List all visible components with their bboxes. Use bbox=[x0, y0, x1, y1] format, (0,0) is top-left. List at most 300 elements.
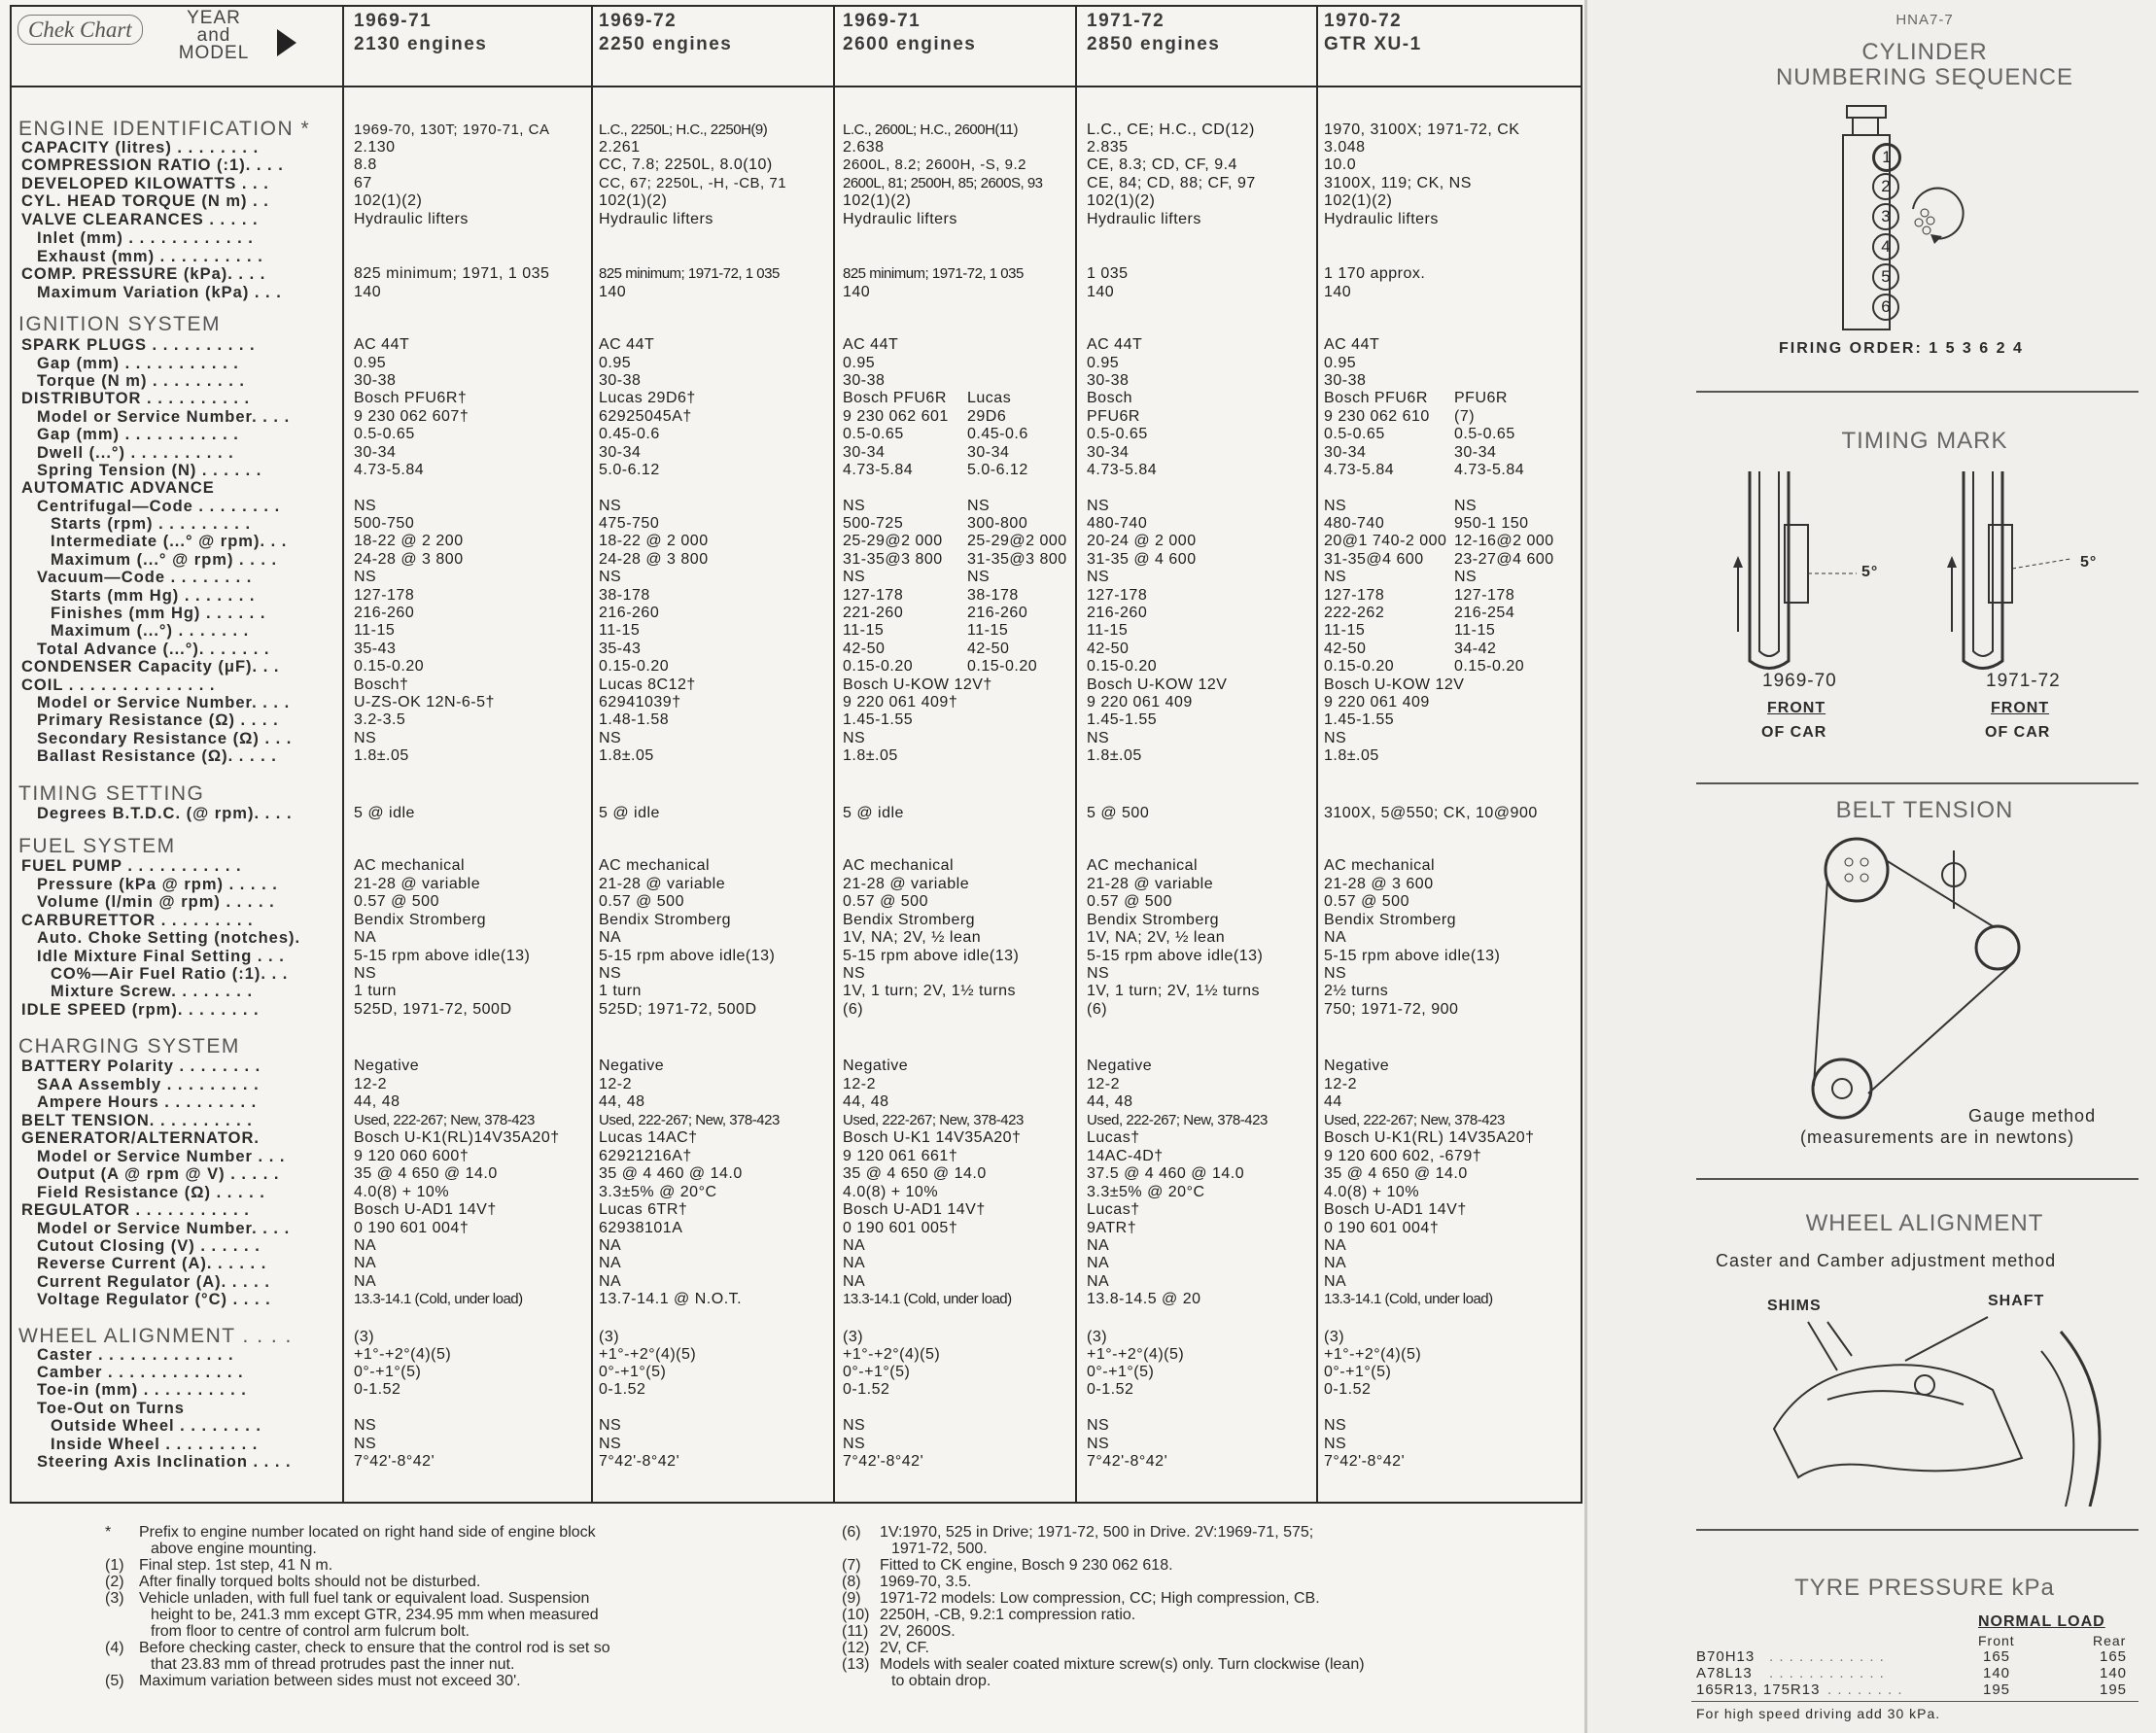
spec-value: 30-38 bbox=[1324, 372, 1367, 389]
section-title: TIMING SETTING bbox=[18, 782, 205, 805]
spec-value: 38-178 bbox=[599, 587, 650, 604]
spec-value: Bendix Stromberg bbox=[599, 912, 732, 928]
footnote-text: Prefix to engine number located on right hand side of engine block bbox=[139, 1524, 596, 1541]
spec-value: Bosch PFU6R bbox=[843, 390, 947, 406]
spec-value: 500-750 bbox=[354, 515, 415, 532]
spec-value: NS bbox=[843, 1436, 866, 1452]
spec-value: 29D6 bbox=[967, 408, 1007, 425]
spec-label: CARBURETTOR . . . . . . . . . bbox=[21, 912, 254, 929]
spec-label: Toe-in (mm) . . . . . . . . . . bbox=[37, 1381, 247, 1399]
spec-value: 35-43 bbox=[599, 641, 642, 657]
spec-label: Vacuum—Code . . . . . . . . bbox=[37, 569, 253, 586]
spec-value: 140 bbox=[599, 284, 627, 300]
spec-value: 1.8±.05 bbox=[599, 747, 654, 764]
cylinder-number: 3 bbox=[1872, 203, 1899, 230]
spec-value: 11-15 bbox=[843, 622, 885, 639]
footnote-text: to obtain drop. bbox=[891, 1673, 991, 1689]
spec-value: NA bbox=[599, 1273, 622, 1290]
spec-label: IDLE SPEED (rpm). . . . . . . . bbox=[21, 1001, 260, 1019]
spec-value: 500-725 bbox=[843, 515, 904, 532]
spec-value: Bosch† bbox=[354, 676, 409, 693]
spec-value: Lucas 8C12† bbox=[599, 676, 696, 693]
footnote-text: height to be, 241.3 mm except GTR, 234.95 mm when measured bbox=[151, 1607, 599, 1623]
spec-value: NS bbox=[354, 1417, 377, 1434]
spec-label: Spring Tension (N) . . . . . . bbox=[37, 462, 262, 479]
spec-value: NA bbox=[354, 1273, 377, 1290]
spec-value: 18-22 @ 2 200 bbox=[354, 533, 464, 549]
timing-year-right: 1971-72 bbox=[1986, 671, 2061, 691]
spec-value: +1°-+2°(4)(5) bbox=[1324, 1346, 1422, 1363]
spec-value: Used, 222-267; New, 378-423 bbox=[354, 1112, 535, 1128]
spec-label: COMPRESSION RATIO (:1). . . . bbox=[21, 156, 284, 174]
spec-value: NA bbox=[599, 1255, 622, 1271]
spec-value: 44, 48 bbox=[843, 1093, 889, 1110]
footnote-mark: (4) bbox=[105, 1640, 124, 1656]
spec-value: 222-262 bbox=[1324, 605, 1385, 621]
spec-label: SAA Assembly . . . . . . . . . bbox=[37, 1076, 260, 1093]
spec-value: NS bbox=[843, 498, 866, 514]
spec-value: 0°-+1°(5) bbox=[1087, 1364, 1155, 1380]
spec-value: 42-50 bbox=[1087, 641, 1130, 657]
footnote-mark: (11) bbox=[842, 1623, 869, 1640]
spec-value: 37.5 @ 4 460 @ 14.0 bbox=[1087, 1165, 1245, 1182]
spec-label: Volume (l/min @ rpm) . . . . . bbox=[37, 893, 275, 911]
spec-label: Total Advance (...°). . . . . . . bbox=[37, 641, 270, 658]
spec-value: 102(1)(2) bbox=[1324, 192, 1393, 209]
ref-code: HNA7-7 bbox=[1895, 12, 1954, 28]
spec-value: 102(1)(2) bbox=[599, 192, 668, 209]
spec-value: 0.95 bbox=[1087, 355, 1120, 371]
spec-value: 0.57 @ 500 bbox=[843, 893, 928, 910]
spec-value: 1.8±.05 bbox=[1324, 747, 1379, 764]
spec-label: Reverse Current (A). . . . . . bbox=[37, 1255, 267, 1272]
spec-value: 9 230 062 601 bbox=[843, 408, 949, 425]
spec-value: 44, 48 bbox=[354, 1093, 400, 1110]
timing-degree-left: 5° bbox=[1861, 564, 1879, 580]
spec-value: 216-260 bbox=[1087, 605, 1148, 621]
spec-value: 13.3-14.1 (Cold, under load) bbox=[354, 1291, 523, 1307]
section-title: IGNITION SYSTEM bbox=[18, 313, 222, 335]
spec-value: Bosch PFU6R† bbox=[354, 390, 468, 406]
spec-value: 9 120 060 600† bbox=[354, 1148, 469, 1164]
spec-label: Camber . . . . . . . . . . . . . bbox=[37, 1364, 244, 1381]
spec-value: CC, 67; 2250L, -H, -CB, 71 bbox=[599, 175, 787, 191]
spec-value: (3) bbox=[354, 1329, 375, 1345]
spec-label: Field Resistance (Ω) . . . . . bbox=[37, 1184, 265, 1201]
spec-value: 2.638 bbox=[843, 139, 885, 156]
spec-value: 44, 48 bbox=[1087, 1093, 1133, 1110]
spec-label: DISTRIBUTOR . . . . . . . . . . bbox=[21, 390, 251, 407]
spec-value: NS bbox=[354, 730, 377, 746]
cylinder-number: 6 bbox=[1872, 294, 1899, 321]
spec-value: NS bbox=[1324, 1417, 1347, 1434]
spec-value: 4.73-5.84 bbox=[843, 462, 914, 478]
spec-value: Hydraulic lifters bbox=[1087, 211, 1201, 227]
spec-value: 35 @ 4 650 @ 14.0 bbox=[1324, 1165, 1468, 1182]
spec-value: Bosch U-KOW 12V bbox=[1087, 676, 1228, 693]
spec-value: AC 44T bbox=[354, 336, 410, 353]
spec-value: 221-260 bbox=[843, 605, 904, 621]
footnote-mark: (2) bbox=[105, 1574, 124, 1590]
spec-label: VALVE CLEARANCES . . . . . bbox=[21, 211, 259, 228]
spec-value: 0.15-0.20 bbox=[1324, 658, 1395, 675]
shims-label: SHIMS bbox=[1767, 1298, 1822, 1314]
spec-value: 24-28 @ 3 800 bbox=[599, 551, 709, 568]
spec-value: NS bbox=[1454, 569, 1478, 585]
spec-value: NS bbox=[599, 730, 622, 746]
spec-label: CO%—Air Fuel Ratio (:1). . . bbox=[51, 965, 289, 983]
front-of-car-left: OF CAR bbox=[1761, 724, 1827, 741]
spec-value: 950-1 150 bbox=[1454, 515, 1529, 532]
spec-value: Bendix Stromberg bbox=[354, 912, 487, 928]
spec-value: 0.5-0.65 bbox=[1324, 426, 1385, 442]
spec-value: AC mechanical bbox=[843, 857, 955, 874]
spec-value: 0 190 601 004† bbox=[354, 1220, 469, 1236]
spec-value: 42-50 bbox=[843, 641, 886, 657]
spec-value: 11-15 bbox=[1087, 622, 1129, 639]
spec-value: AC 44T bbox=[1324, 336, 1380, 353]
spec-value: 0 190 601 004† bbox=[1324, 1220, 1440, 1236]
spec-value: 475-750 bbox=[599, 515, 660, 532]
spec-value: 825 minimum; 1971-72, 1 035 bbox=[599, 265, 780, 282]
belt-tension-title: BELT TENSION bbox=[1835, 797, 2014, 823]
spec-label: Starts (mm Hg) . . . . . . . bbox=[51, 587, 256, 605]
spec-value: 42-50 bbox=[1324, 641, 1367, 657]
spec-value: 140 bbox=[1087, 284, 1115, 300]
shaft-label: SHAFT bbox=[1988, 1293, 2045, 1309]
spec-value: 480-740 bbox=[1087, 515, 1148, 532]
spec-value: 7°42'-8°42' bbox=[599, 1453, 680, 1470]
section-title: CHARGING SYSTEM bbox=[18, 1035, 240, 1057]
spec-value: 0-1.52 bbox=[1087, 1381, 1134, 1398]
spec-value: 3.2-3.5 bbox=[354, 711, 406, 728]
spec-label: Model or Service Number . . . bbox=[37, 1148, 286, 1165]
spec-value: Negative bbox=[1324, 1057, 1390, 1074]
spec-value: NA bbox=[1324, 1255, 1347, 1271]
column-header: 1971-72 2850 engines bbox=[1087, 11, 1221, 54]
footnote-text: Final step. 1st step, 41 N m. bbox=[139, 1557, 333, 1574]
spec-value: AC 44T bbox=[1087, 336, 1143, 353]
spec-value: NA bbox=[843, 1237, 866, 1254]
spec-value: NA bbox=[843, 1273, 866, 1290]
gauge-method: Gauge method bbox=[1968, 1106, 2097, 1126]
spec-value: 0-1.52 bbox=[843, 1381, 890, 1398]
spec-value: 0°-+1°(5) bbox=[1324, 1364, 1392, 1380]
spec-value: 1V, 1 turn; 2V, 1½ turns bbox=[843, 983, 1017, 999]
footnote-mark: (10) bbox=[842, 1607, 870, 1623]
year-model-label: YEAR and MODEL bbox=[178, 8, 250, 63]
spec-value: 127-178 bbox=[354, 587, 415, 604]
spec-value: +1°-+2°(4)(5) bbox=[1087, 1346, 1185, 1363]
spec-label: GENERATOR/ALTERNATOR. bbox=[21, 1129, 260, 1147]
spec-value: NS bbox=[843, 1417, 866, 1434]
spec-value: 1.45-1.55 bbox=[843, 711, 914, 728]
spec-value: Bosch U-K1(RL)14V35A20† bbox=[354, 1129, 560, 1146]
footnote-text: 2V, CF. bbox=[880, 1640, 929, 1656]
spec-label: DEVELOPED KILOWATTS . . . bbox=[21, 175, 269, 192]
spec-value: 30-34 bbox=[354, 444, 397, 461]
tyre-note: For high speed driving add 30 kPa. bbox=[1696, 1706, 1941, 1721]
spec-label: Primary Resistance (Ω) . . . . bbox=[37, 711, 279, 729]
spec-label: Idle Mixture Final Setting . . . bbox=[37, 948, 285, 965]
spec-value: 30-34 bbox=[1087, 444, 1130, 461]
spec-value: PFU6R bbox=[1087, 408, 1140, 425]
tyre-size: B70H13 bbox=[1696, 1648, 1756, 1665]
spec-value: 5-15 rpm above idle(13) bbox=[599, 948, 776, 964]
spec-label: Intermediate (...° @ rpm). . . bbox=[51, 533, 288, 550]
spec-value: 0.95 bbox=[1324, 355, 1357, 371]
normal-load-label: NORMAL LOAD bbox=[1978, 1613, 2105, 1630]
spec-value: 31-35@3 800 bbox=[967, 551, 1067, 568]
spec-value: 1V, 1 turn; 2V, 1½ turns bbox=[1087, 983, 1261, 999]
spec-value: 11-15 bbox=[1454, 622, 1496, 639]
spec-value: 0.15-0.20 bbox=[843, 658, 914, 675]
spec-value: Bosch PFU6R bbox=[1324, 390, 1428, 406]
spec-value: 30-34 bbox=[1324, 444, 1367, 461]
tyre-rule bbox=[1691, 1701, 2139, 1702]
spec-value: CC, 7.8; 2250L, 8.0(10) bbox=[599, 156, 773, 173]
spec-value: Bosch U-K1(RL) 14V35A20† bbox=[1324, 1129, 1535, 1146]
spec-value: 0.15-0.20 bbox=[1087, 658, 1158, 675]
spec-value: NS bbox=[1324, 965, 1347, 982]
spec-value: 21-28 @ variable bbox=[354, 876, 481, 892]
footnote-text: 1V:1970, 525 in Drive; 1971-72, 500 in Drive. 2V:1969-71, 575; bbox=[880, 1524, 1314, 1541]
spec-value: (3) bbox=[843, 1329, 864, 1345]
spec-value: 30-34 bbox=[967, 444, 1010, 461]
spec-value: 2.130 bbox=[354, 139, 396, 156]
leader-dots: . . . . . . . . . . . . bbox=[1769, 1665, 1885, 1681]
spec-value: 0°-+1°(5) bbox=[599, 1364, 667, 1380]
spec-value: 11-15 bbox=[354, 622, 396, 639]
spec-value: NA bbox=[599, 1237, 622, 1254]
spec-value: 0.5-0.65 bbox=[843, 426, 904, 442]
spec-value: NA bbox=[1324, 929, 1347, 946]
spec-value: CE, 8.3; CD, CF, 9.4 bbox=[1087, 156, 1237, 173]
spec-value: 12-2 bbox=[1324, 1076, 1358, 1092]
header-rule bbox=[10, 86, 1582, 87]
spec-value: 4.73-5.84 bbox=[1454, 462, 1525, 478]
spec-label: Pressure (kPa @ rpm) . . . . . bbox=[37, 876, 278, 893]
spec-label: Maximum (...° @ rpm) . . . . bbox=[51, 551, 278, 569]
spec-label: Output (A @ rpm @ V) . . . . . bbox=[37, 1165, 280, 1183]
spec-value: 1.8±.05 bbox=[843, 747, 898, 764]
spec-value: 11-15 bbox=[599, 622, 641, 639]
spec-value: 30-34 bbox=[843, 444, 886, 461]
footnote-mark: (7) bbox=[842, 1557, 861, 1574]
column-divider bbox=[1316, 5, 1318, 1502]
spec-value: 9ATR† bbox=[1087, 1220, 1137, 1236]
cylinder-number: 2 bbox=[1872, 173, 1899, 200]
spec-value: 30-34 bbox=[599, 444, 642, 461]
section-rule bbox=[1696, 1178, 2139, 1180]
spec-value: U-ZS-OK 12N-6-5† bbox=[354, 694, 495, 711]
tyre-pressure-title: TYRE PRESSURE kPa bbox=[1794, 1575, 2055, 1601]
spec-value: 7°42'-8°42' bbox=[1324, 1453, 1406, 1470]
spec-value: 25-29@2 000 bbox=[967, 533, 1067, 549]
spec-value: NA bbox=[1087, 1237, 1110, 1254]
spec-value: 4.73-5.84 bbox=[354, 462, 425, 478]
spec-value: 525D, 1971-72, 500D bbox=[354, 1001, 512, 1018]
spec-value: NS bbox=[1324, 498, 1347, 514]
spec-value: 0.15-0.20 bbox=[1454, 658, 1525, 675]
spec-value: 20-24 @ 2 000 bbox=[1087, 533, 1197, 549]
footnote-text: Models with sealer coated mixture screw(s) only. Turn clockwise (lean) bbox=[880, 1656, 1365, 1673]
spec-value: NS bbox=[843, 569, 866, 585]
spec-value: Negative bbox=[843, 1057, 909, 1074]
spec-value: NS bbox=[1087, 498, 1110, 514]
spec-value: 31-35 @ 4 600 bbox=[1087, 551, 1197, 568]
spec-value: 11-15 bbox=[967, 622, 1009, 639]
spec-label: Caster . . . . . . . . . . . . . bbox=[37, 1346, 234, 1364]
spec-value: 0.5-0.65 bbox=[1454, 426, 1515, 442]
spec-value: 9 220 061 409 bbox=[1087, 694, 1193, 711]
spec-value: 0.5-0.65 bbox=[354, 426, 415, 442]
spec-value: 5-15 rpm above idle(13) bbox=[1324, 948, 1501, 964]
footnote-mark: (3) bbox=[105, 1590, 124, 1607]
spec-value: 13.7-14.1 @ N.O.T. bbox=[599, 1291, 743, 1307]
spec-value: 5.0-6.12 bbox=[967, 462, 1028, 478]
spec-value: 34-42 bbox=[1454, 641, 1497, 657]
spec-value: 2.261 bbox=[599, 139, 641, 156]
spec-value: 102(1)(2) bbox=[843, 192, 912, 209]
spec-value: 62921216A† bbox=[599, 1148, 692, 1164]
footnote-mark: * bbox=[105, 1524, 112, 1541]
spec-value: Negative bbox=[599, 1057, 665, 1074]
spec-label: Mixture Screw. . . . . . . . bbox=[51, 983, 254, 1000]
spec-value: 13.3-14.1 (Cold, under load) bbox=[843, 1291, 1012, 1307]
cylinder-number: 5 bbox=[1872, 263, 1899, 291]
spec-value: NS bbox=[1324, 1436, 1347, 1452]
footnote-text: 1971-72, 500. bbox=[891, 1541, 988, 1557]
column-divider bbox=[342, 5, 344, 1502]
spec-value: 35 @ 4 650 @ 14.0 bbox=[843, 1165, 987, 1182]
spec-value: AC mechanical bbox=[354, 857, 466, 874]
column-header: 1970-72 GTR XU-1 bbox=[1324, 11, 1422, 54]
spec-value: 127-178 bbox=[1454, 587, 1515, 604]
spec-value: Used, 222-267; New, 378-423 bbox=[1324, 1112, 1505, 1128]
chek-chart-logo: Chek Chart bbox=[17, 17, 143, 43]
leader-dots: . . . . . . . . bbox=[1827, 1681, 1903, 1698]
spec-value: 12-2 bbox=[599, 1076, 633, 1092]
spec-label: Model or Service Number. . . . bbox=[37, 694, 291, 711]
spec-value: 140 bbox=[354, 284, 382, 300]
tyre-front-pressure: 195 bbox=[1983, 1681, 2011, 1698]
footnote-text: Vehicle unladen, with full fuel tank or equivalent load. Suspension bbox=[139, 1590, 590, 1607]
spec-label: WHEEL ALIGNMENT . . . . bbox=[18, 1325, 293, 1347]
spec-value: 9 230 062 607† bbox=[354, 408, 469, 425]
spec-value: 750; 1971-72, 900 bbox=[1324, 1001, 1459, 1018]
spec-value: 4.0(8) + 10% bbox=[354, 1184, 450, 1200]
spec-value: (3) bbox=[1324, 1329, 1345, 1345]
spec-value: 1.45-1.55 bbox=[1087, 711, 1158, 728]
spec-value: 0.95 bbox=[843, 355, 876, 371]
spec-value: NA bbox=[1324, 1237, 1347, 1254]
spec-value: PFU6R bbox=[1454, 390, 1508, 406]
spec-value: AC mechanical bbox=[1324, 857, 1436, 874]
spec-value: 5-15 rpm above idle(13) bbox=[354, 948, 531, 964]
spec-label: Voltage Regulator (°C) . . . . bbox=[37, 1291, 271, 1308]
tyre-rear-pressure: 140 bbox=[2100, 1665, 2128, 1681]
spec-value: 825 minimum; 1971-72, 1 035 bbox=[843, 265, 1024, 282]
footnote-text: Before checking caster, check to ensure that the control rod is set so bbox=[139, 1640, 610, 1656]
spec-value: 8.8 bbox=[354, 156, 377, 173]
spec-value: 1969-70, 130T; 1970-71, CA bbox=[354, 121, 550, 138]
spec-value: 5 @ idle bbox=[599, 805, 660, 821]
spec-label: REGULATOR . . . . . . . . . . . bbox=[21, 1201, 250, 1219]
spec-value: 4.0(8) + 10% bbox=[843, 1184, 939, 1200]
spec-value: AC mechanical bbox=[1087, 857, 1199, 874]
spec-value: CE, 84; CD, 88; CF, 97 bbox=[1087, 175, 1256, 191]
spec-value: Bosch U-AD1 14V† bbox=[843, 1201, 986, 1218]
spec-value: 1.45-1.55 bbox=[1324, 711, 1395, 728]
spec-value: 21-28 @ 3 600 bbox=[1324, 876, 1434, 892]
spec-label: Model or Service Number. . . . bbox=[37, 1220, 291, 1237]
spec-value: 3100X, 5@550; CK, 10@900 bbox=[1324, 805, 1538, 821]
spec-value: 0.95 bbox=[599, 355, 632, 371]
spec-label: BELT TENSION. . . . . . . . . . bbox=[21, 1112, 253, 1129]
footnote-text: After finally torqued bolts should not be disturbed. bbox=[139, 1574, 481, 1590]
arrow-right-icon bbox=[277, 29, 296, 56]
spec-value: 0.15-0.20 bbox=[967, 658, 1038, 675]
spec-value: Bendix Stromberg bbox=[843, 912, 976, 928]
spec-value: NA bbox=[1087, 1273, 1110, 1290]
spec-value: Lucas 29D6† bbox=[599, 390, 696, 406]
spec-value: 7°42'-8°42' bbox=[1087, 1453, 1168, 1470]
spec-value: AC mechanical bbox=[599, 857, 711, 874]
footnote-text: that 23.83 mm of thread protrudes past the inner nut. bbox=[151, 1656, 515, 1673]
spec-value: 5-15 rpm above idle(13) bbox=[1087, 948, 1264, 964]
spec-value: 12-2 bbox=[1087, 1076, 1121, 1092]
spec-value: 2600L, 8.2; 2600H, -S, 9.2 bbox=[843, 156, 1026, 173]
spec-value: 0.45-0.6 bbox=[967, 426, 1028, 442]
spec-value: 3.3±5% @ 20°C bbox=[599, 1184, 717, 1200]
belt-tension-diagram bbox=[1808, 831, 2061, 1123]
footnote-text: from floor to centre of control arm fulcrum bolt. bbox=[151, 1623, 470, 1640]
spec-value: Negative bbox=[1087, 1057, 1153, 1074]
spec-value: 102(1)(2) bbox=[1087, 192, 1156, 209]
footnote-mark: (5) bbox=[105, 1673, 124, 1689]
spec-value: 30-38 bbox=[354, 372, 397, 389]
firing-order: FIRING ORDER: 1 5 3 6 2 4 bbox=[1779, 340, 2024, 357]
spec-value: 0°-+1°(5) bbox=[354, 1364, 422, 1380]
front-of-car-right: FRONT bbox=[1991, 700, 2050, 716]
spec-value: 0.57 @ 500 bbox=[354, 893, 439, 910]
cylinder-title: NUMBERING SEQUENCE bbox=[1775, 64, 2074, 90]
spec-value: NS bbox=[1087, 1417, 1110, 1434]
spec-value: 216-260 bbox=[967, 605, 1028, 621]
spec-label: Secondary Resistance (Ω) . . . bbox=[37, 730, 293, 747]
spec-value: 300-800 bbox=[967, 515, 1028, 532]
spec-value: 825 minimum; 1971, 1 035 bbox=[354, 265, 550, 282]
spec-value: 35 @ 4 650 @ 14.0 bbox=[354, 1165, 498, 1182]
spec-value: 216-260 bbox=[599, 605, 660, 621]
column-header: 1969-71 2600 engines bbox=[843, 11, 977, 54]
spec-value: 2.835 bbox=[1087, 139, 1129, 156]
section-rule bbox=[1696, 782, 2139, 784]
spec-value: 4.73-5.84 bbox=[1087, 462, 1158, 478]
spec-value: NS bbox=[1087, 730, 1110, 746]
footnote-text: 1971-72 models: Low compression, CC; High compression, CB. bbox=[880, 1590, 1320, 1607]
timing-mark-title: TIMING MARK bbox=[1841, 428, 2008, 454]
spec-value: 0.5-0.65 bbox=[1087, 426, 1148, 442]
spec-value: NS bbox=[354, 965, 377, 982]
spec-value: Lucas† bbox=[1087, 1129, 1140, 1146]
spec-value: AC 44T bbox=[843, 336, 899, 353]
spec-value: 0.95 bbox=[354, 355, 387, 371]
column-divider bbox=[833, 5, 835, 1502]
cylinder-title: CYLINDER bbox=[1861, 39, 1988, 65]
spec-label: Exhaust (mm) . . . . . . . . . . bbox=[37, 248, 263, 265]
